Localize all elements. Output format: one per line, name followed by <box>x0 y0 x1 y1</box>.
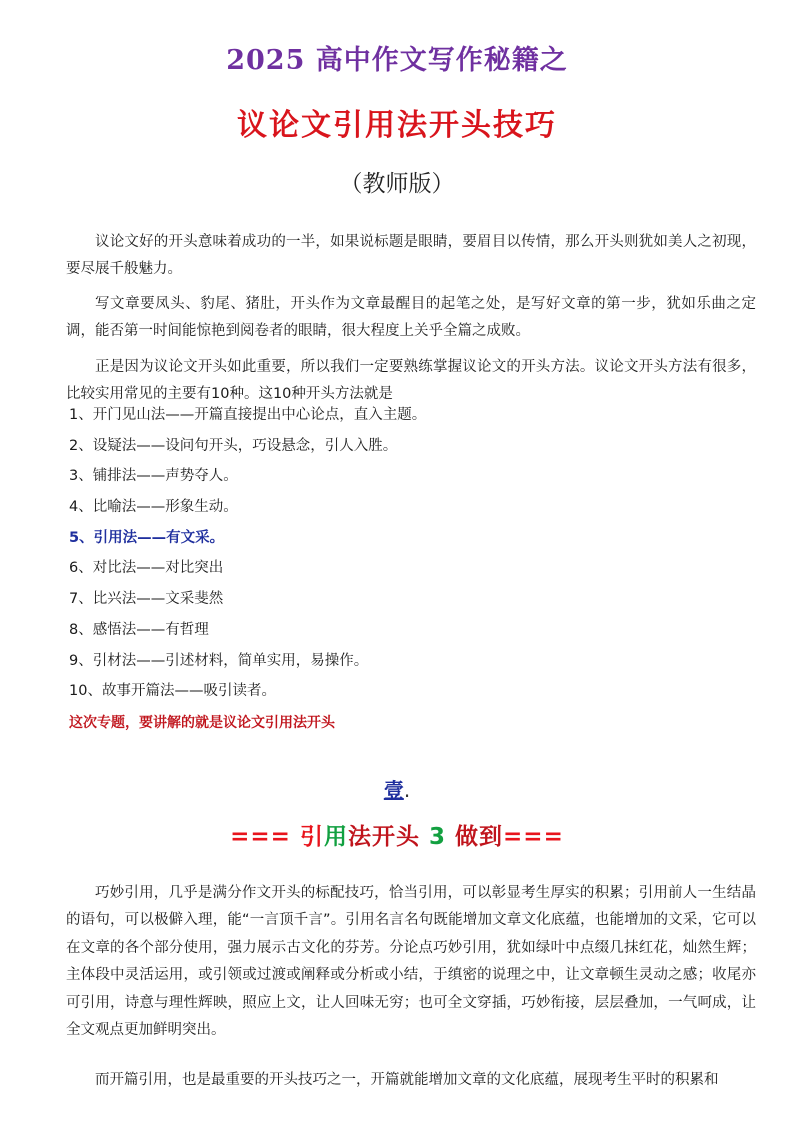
method-item-9: 9、引材法——引述材料，简单实用，易操作。 <box>69 652 369 669</box>
intro-paragraph-3: 正是因为议论文开头如此重要，所以我们一定要熟练掌握议论文的开头方法。议论文开头方法有很多，比较实用常见的主要有10种。这10种开头方法就是 <box>66 358 756 402</box>
intro-paragraph-1: 议论文好的开头意味着成功的一半，如果说标题是眼睛，要眉目以传情，那么开头则犹如美人之初现，要尽展千般魅力。 <box>66 233 756 277</box>
section-number <box>0 774 794 803</box>
section-title-part3: 法开头 <box>347 824 420 850</box>
section-number-suffix: . <box>403 778 411 802</box>
opening-methods-list <box>69 400 749 707</box>
method-item-5-highlighted: 5、引用法——有文采。 <box>69 529 225 546</box>
section-title-part2: 用 <box>323 824 348 850</box>
method-item-2: 2、设疑法——设问句开头，巧设悬念，引人入胜。 <box>69 437 398 454</box>
method-item-6: 6、对比法——对比突出 <box>69 560 224 577</box>
method-item-3: 3、铺排法——声势夺人。 <box>69 468 238 485</box>
method-item-7: 7、比兴法——文采斐然 <box>69 591 224 608</box>
body-paragraph-1: 巧妙引用，几乎是满分作文开头的标配技巧，恰当引用，可以彰显考生厚实的积累；引用前人一生结晶的语句，可以极僻入理，能“一言顶千言”。引用名言名句既能增加文章文化底蕴，也能增加的文采，它可以在文章的各个部分使用，强力展示古文化的芬芳。分论点巧妙引用，犹如绿叶中点缀几抹红花，灿然生辉；主体段中灵活运用，或引领或过渡或阐释或分析或小结，于缜密的说理之中，让文章顿生灵动之感；收尾亦可引用，诗意与理性辉映，照应上文，让人回味无穷；也可全文穿插，巧妙衔接，层层叠加，一气呵成，让全文观点更加鲜明突出。 <box>66 884 756 1038</box>
topic-note: 这次专题，要讲解的就是议论文引用法开头 <box>69 715 335 731</box>
method-item-8: 8、感悟法——有哲理 <box>69 621 209 638</box>
method-item-4: 4、比喻法——形象生动。 <box>69 499 238 516</box>
document-title-line1: 2025 高中作文写作秘籍之 <box>226 45 568 76</box>
document-subtitle: （教师版） <box>339 171 455 197</box>
body-paragraph-2: 而开篇引用，也是最重要的开头技巧之一，开篇就能增加文章的文化底蕴，展现考生平时的积累和 <box>95 1071 719 1088</box>
method-item-1: 1、开门见山法——开篇直接提出中心论点，直入主题。 <box>69 407 427 423</box>
section-title-left-deco: === <box>230 824 291 850</box>
section-title-part5: 做到 <box>455 824 504 850</box>
intro-paragraph-2: 写文章要凤头、豹尾、猪肚，开头作为文章最醒目的起笔之处，是写好文章的第一步，犹如乐曲之定调，能否第一时间能惊艳到阅卷者的眼睛，很大程度上关乎全篇之成败。 <box>66 295 756 339</box>
method-item-10: 10、故事开篇法——吸引读者。 <box>69 683 276 700</box>
section-number-text: 壹 <box>383 778 404 802</box>
section-title-right-deco: === <box>503 824 564 850</box>
section-title-part1: 引 <box>299 824 324 850</box>
document-title-line2: 议论文引用法开头技巧 <box>237 108 557 143</box>
section-title-part4: 3 <box>429 824 447 850</box>
section-title <box>0 818 794 851</box>
